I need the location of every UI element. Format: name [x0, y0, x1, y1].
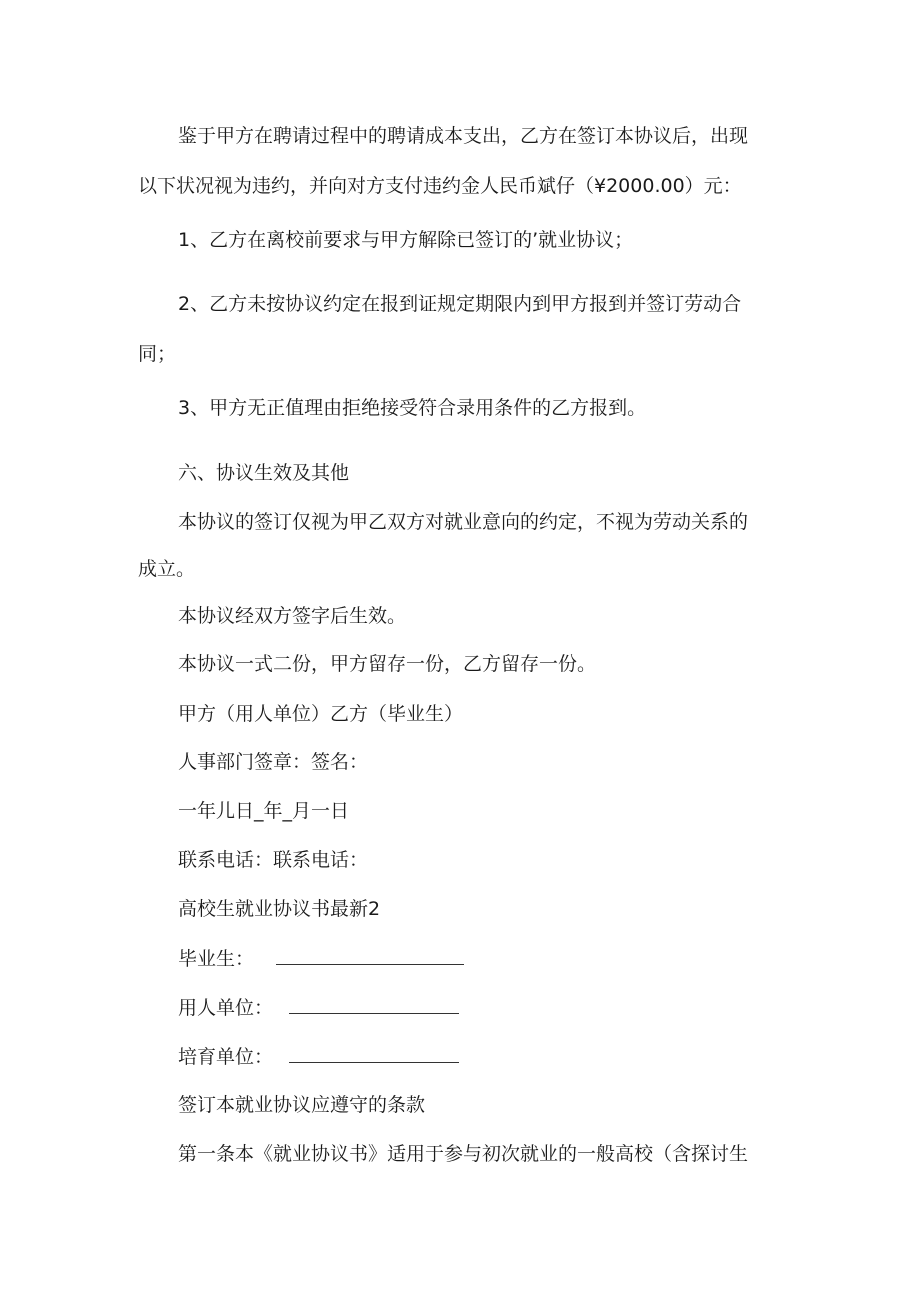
- field-graduate: [178, 946, 920, 971]
- paragraph-line: 甲方（用人单位）乙方（毕业生）: [178, 703, 464, 725]
- list-item: 2、乙方未按协议约定在报到证规定期限内到甲方报到并签订劳动合: [178, 293, 742, 315]
- list-item: 3、甲方无正值理由拒绝接受符合录用条件的乙方报到。: [178, 397, 647, 419]
- field-label: 用人单位：: [178, 997, 274, 1019]
- paragraph-line: 以下状况视为违约，并向对方支付违约金人民币斌仔（¥2000.00）元：: [138, 175, 742, 197]
- paragraph-line: 人事部门签章：签名：: [178, 751, 369, 773]
- blank-line: [289, 1044, 459, 1063]
- field-label: 培育单位：: [178, 1046, 274, 1068]
- paragraph-line: 联系电话：联系电话：: [178, 849, 369, 871]
- field-employer: [178, 995, 920, 1020]
- paragraph-line: 一年儿日_年_月一日: [178, 800, 350, 822]
- list-item-continuation: 同；: [138, 343, 177, 365]
- field-training-unit: [178, 1044, 920, 1069]
- blank-line: [289, 995, 459, 1014]
- paragraph-line: 本协议经双方签字后生效。: [178, 605, 407, 627]
- paragraph-line: 签订本就业协议应遵守的条款: [178, 1094, 426, 1116]
- section-heading: 六、协议生效及其他: [178, 462, 350, 484]
- paragraph-line: 本协议一式二份，甲方留存一份，乙方留存一份。: [178, 653, 597, 675]
- paragraph-line: 本协议的签订仅视为甲乙双方对就业意向的约定，不视为劳动关系的: [178, 511, 749, 533]
- paragraph-line: 第一条本《就业协议书》适用于参与初次就业的一般高校（含探讨生: [178, 1143, 749, 1165]
- blank-line: [276, 946, 464, 965]
- document-title: 高校生就业协议书最新2: [178, 898, 381, 920]
- paragraph-line: 成立。: [138, 558, 196, 580]
- list-item: 1、乙方在离校前要求与甲方解除已签订的’就业协议；: [178, 229, 634, 251]
- field-label: 毕业生：: [178, 948, 255, 970]
- paragraph-line: 鉴于甲方在聘请过程中的聘请成本支出，乙方在签订本协议后，出现: [178, 125, 749, 147]
